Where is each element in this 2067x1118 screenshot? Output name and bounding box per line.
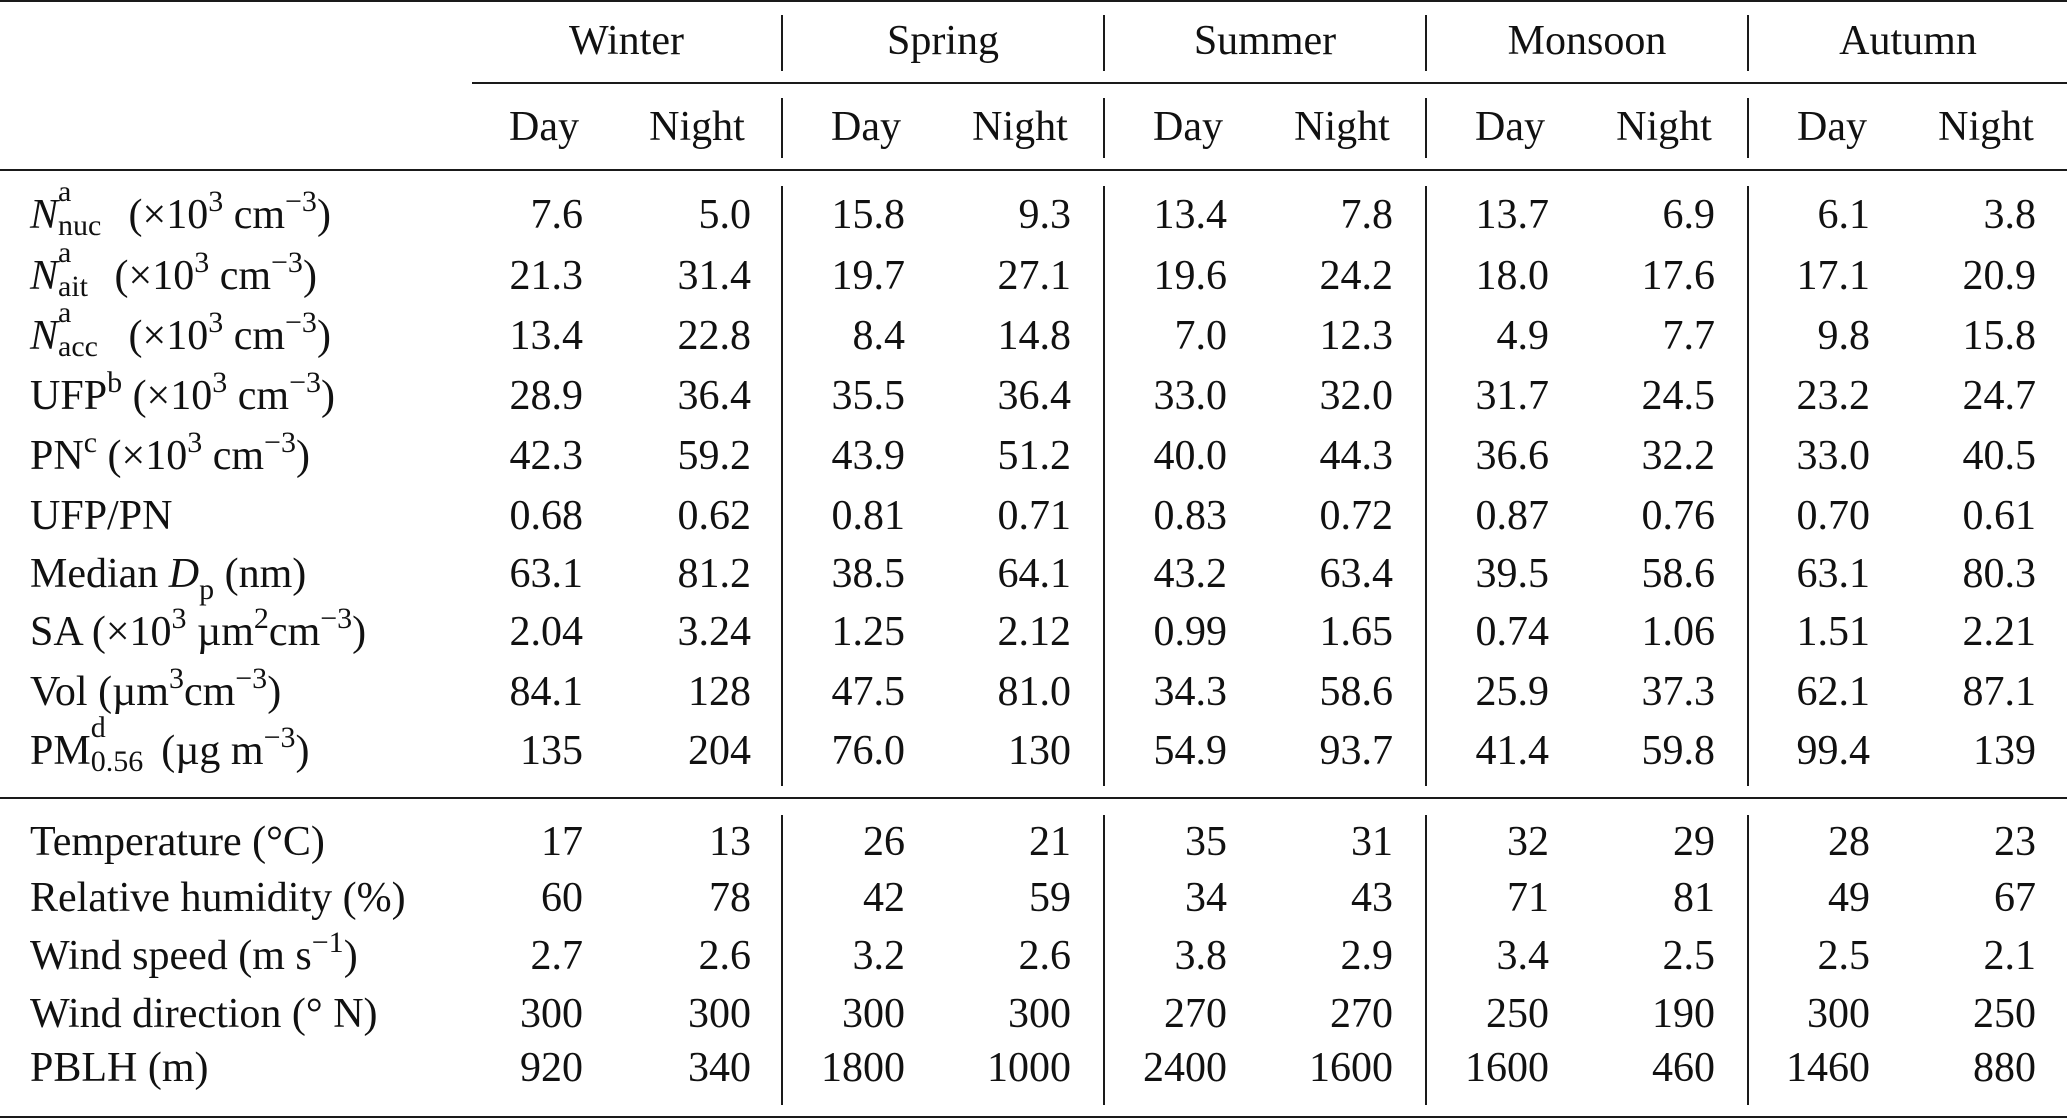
table-cell: 300 — [1008, 991, 1071, 1037]
day-header: Day — [1797, 104, 1867, 150]
table-cell: 21.3 — [509, 253, 583, 299]
row-label-pm: PM d 0.56 (µg $m^{-3}$) — [30, 711, 310, 778]
table-cell: 9.8 — [1817, 313, 1870, 359]
top-rule — [0, 0, 2067, 2]
table-cell: 25.9 — [1475, 669, 1549, 715]
season-header: Winter — [569, 18, 684, 64]
table-cell: 17.6 — [1641, 253, 1715, 299]
table-cell: 87.1 — [1962, 669, 2036, 715]
table-cell: 32 — [1507, 819, 1549, 865]
table-cell: 41.4 — [1475, 728, 1549, 774]
table-cell: 81.2 — [677, 551, 751, 597]
table-cell: 2.12 — [997, 609, 1071, 655]
table-cell: 13.7 — [1475, 192, 1549, 238]
season-header: Monsoon — [1507, 18, 1667, 64]
table-cell: 34.3 — [1153, 669, 1227, 715]
table-cell: 0.87 — [1475, 493, 1549, 539]
table-cell: 15.8 — [1962, 313, 2036, 359]
table-cell: 340 — [688, 1045, 751, 1091]
table-cell: 0.70 — [1796, 493, 1870, 539]
table-cell: 13 — [709, 819, 751, 865]
table-cell: 71 — [1507, 875, 1549, 921]
table-cell: 0.83 — [1153, 493, 1227, 539]
table-cell: 31 — [1351, 819, 1393, 865]
table-cell: 17 — [541, 819, 583, 865]
season-separator — [1747, 98, 1749, 158]
table-cell: 51.2 — [997, 433, 1071, 479]
table-cell: 1600 — [1465, 1045, 1549, 1091]
row-label-pblh: PBLH (m) — [30, 1045, 209, 1091]
table-cell: 880 — [1973, 1045, 2036, 1091]
table-cell: 42 — [863, 875, 905, 921]
table-cell: 26 — [863, 819, 905, 865]
table-cell: 31.7 — [1475, 373, 1549, 419]
table-cell: 190 — [1652, 991, 1715, 1037]
table-cell: 3.8 — [1174, 933, 1227, 979]
table-cell: 59 — [1029, 875, 1071, 921]
table-cell: 43.2 — [1153, 551, 1227, 597]
table-cell: 0.71 — [997, 493, 1071, 539]
table-cell: 76.0 — [831, 728, 905, 774]
table-cell: 1.06 — [1641, 609, 1715, 655]
row-label-pn: $PN^c$ ($\times 10^3$ $cm^{-3}$) — [30, 426, 310, 479]
table-cell: 0.68 — [509, 493, 583, 539]
row-label-n-nuc: N a nuc ($\times 10^3$ $cm^{-3}$) — [30, 175, 331, 242]
table-cell: 128 — [688, 669, 751, 715]
table-cell: 54.9 — [1153, 728, 1227, 774]
table-cell: 18.0 — [1475, 253, 1549, 299]
table-cell: 20.9 — [1962, 253, 2036, 299]
table-cell: 63.1 — [1796, 551, 1870, 597]
table-cell: 139 — [1973, 728, 2036, 774]
table-cell: 19.6 — [1153, 253, 1227, 299]
table-cell: 4.9 — [1496, 313, 1549, 359]
table-cell: 15.8 — [831, 192, 905, 238]
table-cell: 6.1 — [1817, 192, 1870, 238]
table-cell: 28 — [1828, 819, 1870, 865]
row-label-ufp-pn: UFP/PN — [30, 493, 173, 539]
day-header: Day — [1475, 104, 1545, 150]
table-cell: 60 — [541, 875, 583, 921]
table-cell: 59.8 — [1641, 728, 1715, 774]
table-cell: 38.5 — [831, 551, 905, 597]
table-cell: 1.65 — [1319, 609, 1393, 655]
table-cell: 32.0 — [1319, 373, 1393, 419]
row-label-vol: Vol $(\mu m^3cm^{-3})$ — [30, 662, 282, 715]
row-label-wind-speed: Wind speed (m $s^{-1}$) — [30, 926, 358, 979]
row-label-humidity: Relative humidity (%) — [30, 875, 406, 921]
table-cell: 24.7 — [1962, 373, 2036, 419]
table-cell: 8.4 — [852, 313, 905, 359]
day-header: Day — [1153, 104, 1223, 150]
night-header: Night — [649, 104, 745, 150]
table-cell: 40.0 — [1153, 433, 1227, 479]
table-cell: 0.76 — [1641, 493, 1715, 539]
season-separator — [1103, 98, 1105, 158]
season-header: Autumn — [1839, 18, 1977, 64]
table-cell: 13.4 — [509, 313, 583, 359]
table-cell: 3.4 — [1496, 933, 1549, 979]
table-cell: 6.9 — [1662, 192, 1715, 238]
table-cell: 250 — [1486, 991, 1549, 1037]
table-cell: 17.1 — [1796, 253, 1870, 299]
table-cell: 2.1 — [1983, 933, 2036, 979]
row-label-median-dp: Median $D_p$ (nm) — [30, 551, 307, 606]
table-cell: 43.9 — [831, 433, 905, 479]
row-label-n-acc: N a acc ($\times 10^3$ $cm^{-3}$) — [30, 296, 331, 363]
table-cell: 22.8 — [677, 313, 751, 359]
table-cell: 130 — [1008, 728, 1071, 774]
table-cell: 2.9 — [1340, 933, 1393, 979]
table-cell: 1.25 — [831, 609, 905, 655]
table-cell: 0.74 — [1475, 609, 1549, 655]
table-cell: 300 — [1807, 991, 1870, 1037]
night-header: Night — [1616, 104, 1712, 150]
table-cell: 19.7 — [831, 253, 905, 299]
table-cell: 14.8 — [997, 313, 1071, 359]
table-cell: 36.6 — [1475, 433, 1549, 479]
table-cell: 0.72 — [1319, 493, 1393, 539]
table-cell: 33.0 — [1796, 433, 1870, 479]
table-cell: 5.0 — [698, 192, 751, 238]
table-cell: 2.04 — [509, 609, 583, 655]
table-cell: 7.6 — [530, 192, 583, 238]
table-cell: 29 — [1673, 819, 1715, 865]
row-label-wind-direction: Wind direction (° N) — [30, 991, 378, 1037]
season-underline — [472, 82, 2067, 84]
table-cell: 920 — [520, 1045, 583, 1091]
row-label-sa: SA ($\times 10^3$ $\mu m^2cm^{-3}$) — [30, 602, 367, 655]
table-cell: 0.61 — [1962, 493, 2036, 539]
table-cell: 2.6 — [1018, 933, 1071, 979]
table-cell: 23.2 — [1796, 373, 1870, 419]
table-cell: 1460 — [1786, 1045, 1870, 1091]
table-cell: 9.3 — [1018, 192, 1071, 238]
table-cell: 3.8 — [1983, 192, 2036, 238]
table-cell: 0.81 — [831, 493, 905, 539]
table-cell: 28.9 — [509, 373, 583, 419]
table-cell: 300 — [842, 991, 905, 1037]
night-header: Night — [972, 104, 1068, 150]
table-cell: 63.4 — [1319, 551, 1393, 597]
table-cell: 99.4 — [1796, 728, 1870, 774]
table-cell: 270 — [1330, 991, 1393, 1037]
table-cell: 300 — [688, 991, 751, 1037]
table-cell: 7.8 — [1340, 192, 1393, 238]
table-cell: 84.1 — [509, 669, 583, 715]
table-cell: 44.3 — [1319, 433, 1393, 479]
row-label-ufp: UFP$^b$ ($\times 10^3$ $cm^{-3}$) — [30, 366, 335, 419]
season-separator — [1425, 98, 1427, 158]
table-cell: 58.6 — [1641, 551, 1715, 597]
table-cell: 27.1 — [997, 253, 1071, 299]
table-cell: 13.4 — [1153, 192, 1227, 238]
table-cell: 35 — [1185, 819, 1227, 865]
table-cell: 2.21 — [1962, 609, 2036, 655]
table-cell: 40.5 — [1962, 433, 2036, 479]
table-cell: 49 — [1828, 875, 1870, 921]
table-cell: 1000 — [987, 1045, 1071, 1091]
table-cell: 7.7 — [1662, 313, 1715, 359]
table-cell: 1800 — [821, 1045, 905, 1091]
table-cell: 34 — [1185, 875, 1227, 921]
season-header: Summer — [1193, 18, 1337, 64]
section-rule — [0, 797, 2067, 799]
table-cell: 35.5 — [831, 373, 905, 419]
table-cell: 300 — [520, 991, 583, 1037]
table-cell: 3.24 — [677, 609, 751, 655]
table-cell: 62.1 — [1796, 669, 1870, 715]
table-cell: 3.2 — [852, 933, 905, 979]
table-cell: 24.5 — [1641, 373, 1715, 419]
table-cell: 64.1 — [997, 551, 1071, 597]
table-cell: 81.0 — [997, 669, 1071, 715]
table-cell: 2.5 — [1817, 933, 1870, 979]
table-cell: 43 — [1351, 875, 1393, 921]
table-cell: 31.4 — [677, 253, 751, 299]
table-cell: 460 — [1652, 1045, 1715, 1091]
table-cell: 93.7 — [1319, 728, 1393, 774]
table-cell: 23 — [1994, 819, 2036, 865]
table-cell: 33.0 — [1153, 373, 1227, 419]
table-cell: 42.3 — [509, 433, 583, 479]
table-cell: 78 — [709, 875, 751, 921]
table-cell: 80.3 — [1962, 551, 2036, 597]
night-header: Night — [1938, 104, 2034, 150]
table-cell: 12.3 — [1319, 313, 1393, 359]
table-cell: 36.4 — [677, 373, 751, 419]
table-cell: 58.6 — [1319, 669, 1393, 715]
table-cell: 7.0 — [1174, 313, 1227, 359]
table-cell: 59.2 — [677, 433, 751, 479]
row-label-temperature: Temperature (°C) — [30, 819, 325, 865]
header-rule — [0, 169, 2067, 171]
table-cell: 67 — [1994, 875, 2036, 921]
table-cell: 63.1 — [509, 551, 583, 597]
table-cell: 135 — [520, 728, 583, 774]
day-header: Day — [509, 104, 579, 150]
table-cell: 47.5 — [831, 669, 905, 715]
table-cell: 2.6 — [698, 933, 751, 979]
table-cell: 0.62 — [677, 493, 751, 539]
table-cell: 204 — [688, 728, 751, 774]
table-cell: 1600 — [1309, 1045, 1393, 1091]
table-cell: 21 — [1029, 819, 1071, 865]
table-cell: 24.2 — [1319, 253, 1393, 299]
season-header: Spring — [886, 18, 999, 64]
table-cell: 32.2 — [1641, 433, 1715, 479]
night-header: Night — [1294, 104, 1390, 150]
table-cell: 1.51 — [1796, 609, 1870, 655]
table-cell: 81 — [1673, 875, 1715, 921]
table-cell: 270 — [1164, 991, 1227, 1037]
table-cell: 2400 — [1143, 1045, 1227, 1091]
table-cell: 39.5 — [1475, 551, 1549, 597]
season-separator — [781, 98, 783, 158]
table-cell: 2.7 — [530, 933, 583, 979]
table-cell: 2.5 — [1662, 933, 1715, 979]
table-cell: 36.4 — [997, 373, 1071, 419]
table-cell: 37.3 — [1641, 669, 1715, 715]
row-label-n-ait: N a ait ($\times 10^3$ $cm^{-3}$) — [30, 236, 317, 303]
day-header: Day — [831, 104, 901, 150]
table-cell: 250 — [1973, 991, 2036, 1037]
table-cell: 0.99 — [1153, 609, 1227, 655]
